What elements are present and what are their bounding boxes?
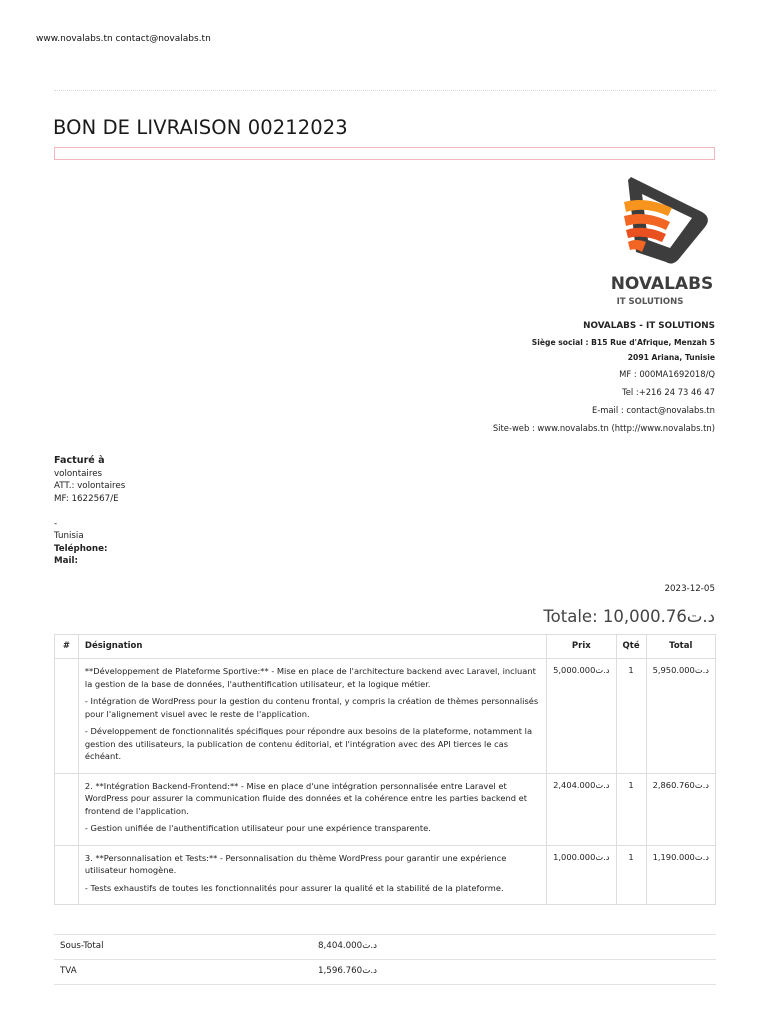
row-num [55,773,79,845]
document-title: BON DE LIVRAISON 00212023 [53,116,348,139]
items-table [54,634,716,905]
document-date: 2023-12-05 [664,584,715,594]
designation-line: - Intégration de WordPress pour la gestion du contenu frontal, y compris la création de thèmes personnalisés pour l'alignement visuel avec le reste de l'application. [84,696,539,719]
row-designation [78,659,546,774]
header-price: Prix [547,635,616,659]
row-price: 2,404.000د.ت [547,773,616,845]
billed-to-mf: MF: 1622567/E [54,493,119,504]
billed-to-dash: - [54,518,58,529]
row-num [55,659,79,774]
designation-line: - Gestion unifiée de l'authentification utilisateur pour une expérience transparente. [84,823,431,833]
company-website: Site-web : www.novalabs.tn (http://www.novalabs.tn) [492,423,715,433]
table-row [55,773,716,845]
designation-line: 2. **Intégration Backend-Frontend:** - Mise en place d'une intégration personnalisée entre Laravel et WordPress pour assurer la communication fluide des données et la cohérence entre les parties backend et frontend de l'application. [84,780,528,816]
company-info [493,317,715,437]
company-tel: Tel :+216 24 73 46 47 [622,387,715,397]
header-total: Total [646,635,715,659]
tax-row [54,959,716,985]
subtotal-label: Sous-Total [60,941,104,951]
status-box [54,147,715,160]
company-name: NOVALABS - IT SOLUTIONS [583,321,715,331]
header-designation: Désignation [78,635,546,659]
billed-to-block [54,455,125,568]
billed-to-country: Tunisia [54,531,84,541]
company-address-line1: Siège social : B15 Rue d'Afrique, Menzah 5 [531,338,715,347]
company-mf: MF : 000MA1692018/Q [619,369,715,379]
table-row [55,845,716,905]
row-designation [78,773,546,845]
company-email: E-mail : contact@novalabs.tn [591,405,715,415]
table-header-row [55,635,716,659]
row-qty: 1 [616,773,646,845]
novalabs-logo [606,172,718,308]
subtotal-row [54,934,716,959]
row-price: 5,000.000د.ت [547,659,616,774]
billed-to-att: ATT.: volontaires [54,481,126,491]
row-total: 2,860.760د.ت [646,773,715,845]
designation-line: 3. **Personnalisation et Tests:** - Personnalisation du thème WordPress pour garantir une expérience utilisateur homogène. [84,852,507,875]
billed-to-phone-label: Teléphone: [54,543,108,554]
designation-line: - Tests exhaustifs de toutes les fonctionnalités pour assurer la qualité et la stabilité de la plateforme. [84,882,504,893]
billed-to-name: volontaires [54,468,103,479]
grand-total: Totale: 10,000.76د.ت [543,607,715,626]
billed-to-label: Facturé à [54,455,105,466]
row-price: 1,000.000د.ت [547,845,616,905]
tax-value: 1,596.760د.ت [318,966,378,976]
row-designation [78,845,546,905]
header-qty: Qté [616,635,646,659]
row-total: 1,190.000د.ت [646,845,715,905]
company-address-line2: 2091 Ariana, Tunisie [627,353,715,362]
subtotal-value: 8,404.000د.ت [318,941,378,951]
billed-to-mail-label: Mail: [54,556,78,566]
designation-line: - Développement de fonctionnalités spécifiques pour répondre aux besoins de la plateforme, notamment la gestion des utilisateurs, la publication de contenu éditorial, et l'intégration avec des API tierces le cas échéant. [84,726,533,761]
table-row [55,659,716,774]
tax-label: TVA [60,966,77,976]
row-qty: 1 [616,659,646,774]
summary-table [54,934,716,985]
header-contact-line: www.novalabs.tn contact@novalabs.tn [36,34,211,44]
header-divider [54,90,716,91]
logo-tagline: IT SOLUTIONS [616,297,684,307]
row-qty: 1 [616,845,646,905]
designation-line: **Développement de Plateforme Sportive:** - Mise en place de l'architecture backend avec Laravel, incluant la gestion de la base de données, l'authentification utilisateur, et la logique métier. [84,666,536,689]
logo-wordmark: NOVALABS [610,274,714,294]
header-num: # [55,635,79,659]
row-num [55,845,79,905]
row-total: 5,950.000د.ت [646,659,715,774]
